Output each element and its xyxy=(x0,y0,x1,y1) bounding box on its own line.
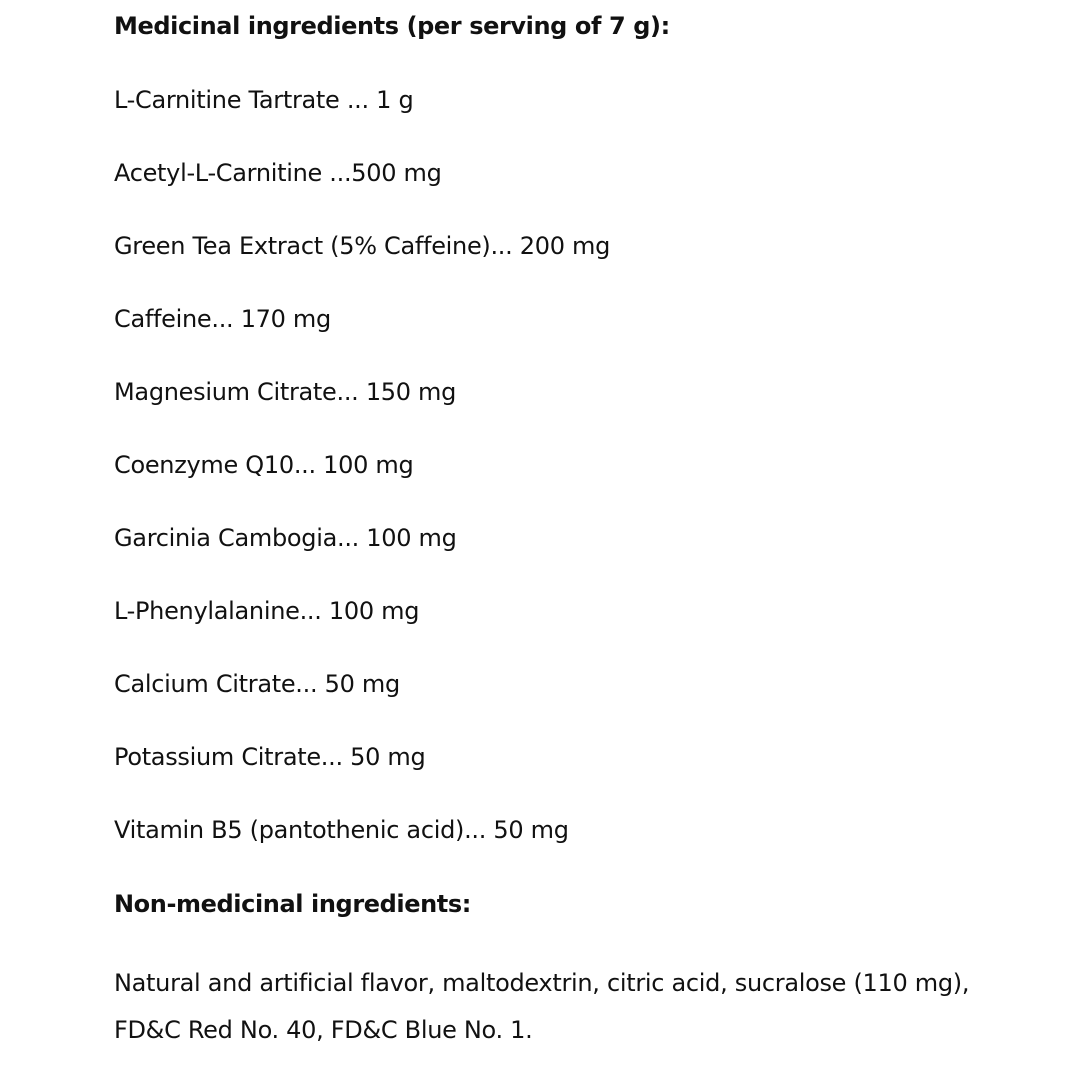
ingredient-item: Potassium Citrate... 50 mg xyxy=(114,743,426,771)
ingredient-item: Coenzyme Q10... 100 mg xyxy=(114,451,414,479)
ingredient-item: Acetyl-L-Carnitine ...500 mg xyxy=(114,159,442,187)
ingredient-item: L-Phenylalanine... 100 mg xyxy=(114,597,420,625)
ingredient-item: Green Tea Extract (5% Caffeine)... 200 mg xyxy=(114,232,611,260)
ingredient-item: Vitamin B5 (pantothenic acid)... 50 mg xyxy=(114,816,569,844)
ingredient-item: Magnesium Citrate... 150 mg xyxy=(114,378,457,406)
medicinal-ingredients-heading: Medicinal ingredients (per serving of 7 g): xyxy=(114,12,670,40)
ingredient-item: L-Carnitine Tartrate ... 1 g xyxy=(114,86,414,114)
ingredient-item: Garcinia Cambogia... 100 mg xyxy=(114,524,457,552)
ingredient-item: Caffeine... 170 mg xyxy=(114,305,331,333)
ingredient-item: Calcium Citrate... 50 mg xyxy=(114,670,400,698)
medicinal-ingredients-list xyxy=(114,87,610,890)
non-medicinal-ingredients-heading: Non-medicinal ingredients: xyxy=(114,890,471,918)
non-medicinal-ingredients-text: Natural and artificial flavor, maltodextrin, citric acid, sucralose (110 mg), FD&C Red No. 40, FD&C Blue No. 1. xyxy=(114,969,970,1044)
